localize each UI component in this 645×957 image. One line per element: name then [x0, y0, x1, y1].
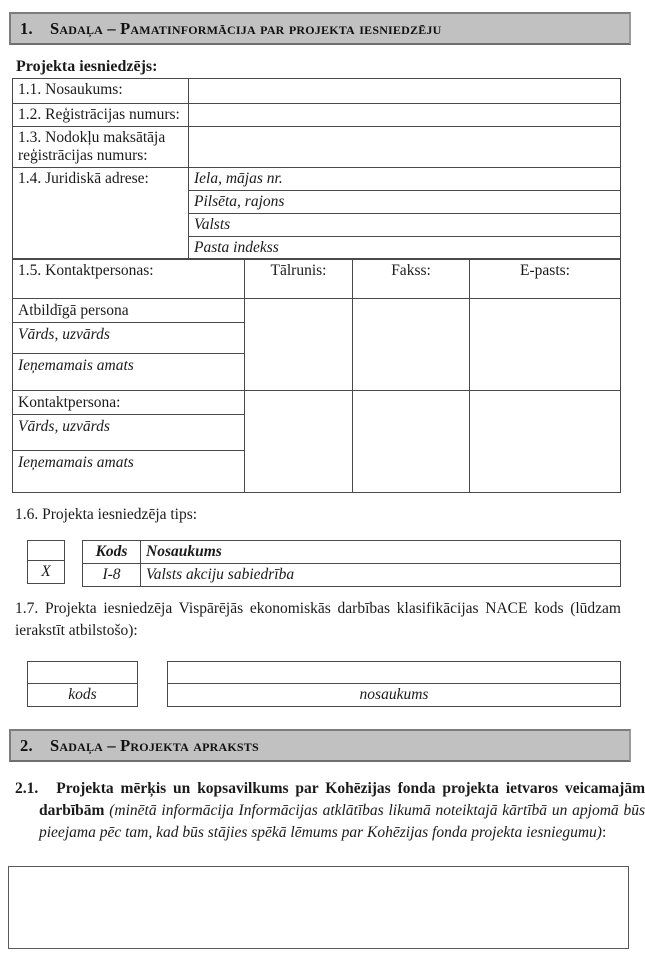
- contacts-header-fakss: Fakss:: [353, 259, 470, 299]
- contacts-header-row: [13, 259, 621, 299]
- field-value-nosaukums[interactable]: [189, 79, 621, 104]
- applicant-type-table: [82, 540, 621, 587]
- section-2-header-bar: [9, 729, 631, 762]
- section-1-title: Sadaļa – Pamatinformācija par projekta iesniedzēju: [50, 18, 442, 38]
- responsible-person-email-cell[interactable]: [470, 299, 621, 391]
- field-value-nodoklu-numurs[interactable]: [189, 127, 621, 168]
- responsible-person-fax-cell[interactable]: [353, 299, 470, 391]
- contacts-header-epasts: E-pasts:: [470, 259, 621, 299]
- section-2-number: 2.: [20, 735, 33, 755]
- type-name-header: Nosaukums: [141, 541, 621, 564]
- type-name-value: Valsts akciju sabiedrība: [141, 564, 621, 587]
- table-row: [83, 564, 621, 587]
- table-row: [13, 168, 621, 191]
- nace-name-box: [167, 661, 621, 707]
- checkbox-empty-cell[interactable]: [28, 541, 65, 561]
- responsible-person-position-field[interactable]: Ieņemamais amats: [13, 354, 245, 391]
- applicant-type-checkbox-table: [27, 540, 65, 584]
- item-2-1-number: 2.1.: [15, 780, 39, 797]
- contact-person-fax-cell[interactable]: [353, 391, 470, 493]
- table-row: [168, 684, 621, 707]
- contact-person-title: Kontaktpersona:: [13, 391, 245, 415]
- section-1-number: 1.: [20, 18, 33, 38]
- applicant-subtitle: Projekta iesniedzējs:: [16, 58, 158, 75]
- responsible-person-phone-cell[interactable]: [245, 299, 353, 391]
- checkbox-x-mark[interactable]: X: [28, 561, 65, 584]
- table-row: [28, 541, 65, 561]
- address-subfield-pasta-indekss[interactable]: Pasta indekss: [189, 237, 621, 260]
- item-2-1-bold-text: Projekta mērķis un kopsavilkums par Kohēzijas fonda projekta ietvaros veicamajām darbībām: [39, 780, 645, 819]
- field-label-juridiska-adrese: 1.4. Juridiskā adrese:: [13, 168, 189, 260]
- nace-label: 1.7. Projekta iesniedzēja Vispārējās ekonomiskās darbības klasifikācijas NACE kods (lūdzam ierakstīt atbilstošo):: [15, 600, 621, 639]
- table-row: [13, 127, 621, 168]
- table-row: [13, 79, 621, 104]
- field-label-nosaukums: 1.1. Nosaukums:: [13, 79, 189, 104]
- applicant-type-label: 1.6. Projekta iesniedzēja tips:: [15, 506, 198, 523]
- item-2-1-suffix: :: [601, 824, 607, 841]
- item-2-1-italic-text: (minētā informācija Informācijas atklātības likumā noteiktajā kārtībā un apjomā būs pieejama pēc tam, kad būs stājies spēkā lēmums par Kohēzijas fonda projekta iesniegumu): [39, 802, 645, 841]
- table-row: [13, 104, 621, 127]
- responsible-person-name-field[interactable]: Vārds, uzvārds: [13, 323, 245, 354]
- type-code-value: I-8: [83, 564, 141, 587]
- table-row: [28, 684, 138, 707]
- contact-person-email-cell[interactable]: [470, 391, 621, 493]
- section-1-header-bar: [9, 12, 631, 45]
- field-label-nodoklu-numurs: 1.3. Nodokļu maksātāja reģistrācijas numurs:: [13, 127, 189, 168]
- contacts-table: [12, 258, 621, 493]
- nace-name-caption: nosaukums: [168, 684, 621, 707]
- table-row: [13, 391, 621, 415]
- field-label-registracijas-numurs: 1.2. Reģistrācijas numurs:: [13, 104, 189, 127]
- table-row: [28, 561, 65, 584]
- address-subfield-valsts[interactable]: Valsts: [189, 214, 621, 237]
- applicant-table: [12, 78, 621, 260]
- table-row: [168, 662, 621, 684]
- table-row: [28, 662, 138, 684]
- section-2-1-paragraph: [15, 778, 645, 844]
- contact-person-position-field[interactable]: Ieņemamais amats: [13, 451, 245, 493]
- nace-code-input-cell[interactable]: [28, 662, 138, 684]
- address-subfield-pilseta[interactable]: Pilsēta, rajons: [189, 191, 621, 214]
- nace-code-box: [27, 661, 138, 707]
- responsible-person-title: Atbildīgā persona: [13, 299, 245, 323]
- section-2-title: Sadaļa – Projekta apraksts: [50, 735, 259, 755]
- contacts-header-talrunis: Tālrunis:: [245, 259, 353, 299]
- table-row: [13, 299, 621, 323]
- project-description-input-box[interactable]: [8, 866, 629, 949]
- type-code-header: Kods: [83, 541, 141, 564]
- nace-code-caption: kods: [28, 684, 138, 707]
- contact-person-name-field[interactable]: Vārds, uzvārds: [13, 415, 245, 451]
- contacts-header-kontaktpersonas: 1.5. Kontaktpersonas:: [13, 259, 245, 299]
- field-value-registracijas-numurs[interactable]: [189, 104, 621, 127]
- address-subfield-iela[interactable]: Iela, mājas nr.: [189, 168, 621, 191]
- nace-name-input-cell[interactable]: [168, 662, 621, 684]
- contact-person-phone-cell[interactable]: [245, 391, 353, 493]
- table-row: [83, 541, 621, 564]
